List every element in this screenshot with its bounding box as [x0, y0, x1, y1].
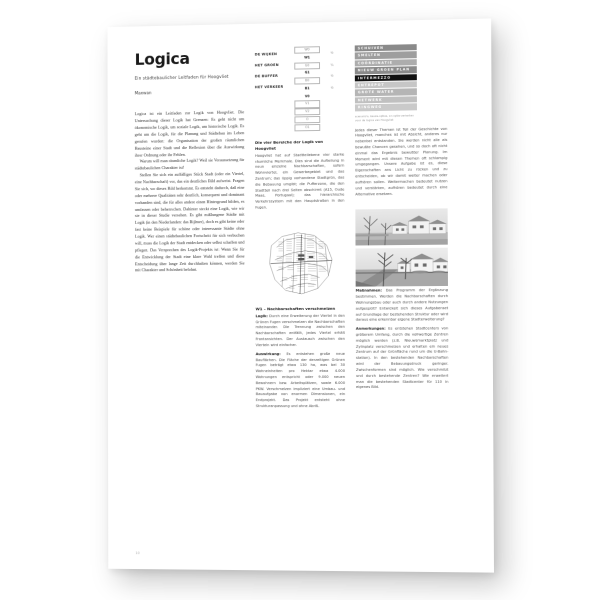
scheme-code-2: G0 — [294, 62, 320, 70]
page-content — [107, 18, 494, 572]
scenario-bar-1: SMELTEN — [355, 52, 417, 60]
body-paragraph-3: Stellen Sie sich ein auffälliges Stück Stadt (oder ein Viertel, eine Nachbarschaft) vor, das ein deutliches Bild aufweist. Fragen Sie sich, wo dieses Bild herkommt. Es entsteht dadurch, daß eine oder mehrere Qualitäten sehr deutlich, konsequent und dominant vorhanden sind, die für alles andere einen Hintergrund bilden, es umfassen oder beherrschen. Dahinter steckt eine Logik, wie wir sie in dieser Studie versehen. Es gibt mißlungene Städte mit Logik (in den Niederlanden: das Bijlmer), doch es gibt keine oder fast keine Beispiele für schöne oder interessante Städte ohne Logik. Wer einen städtebaulichen Fortschritt für sich verbuchen will, muss die Logik der Stadt entdecken oder selbst schaffen und pflegen. Das Versprechen des Logik-Projekts ist: Wenn Sie für die Entwicklung der Stadt eine klare Wahl treffen und diese Entscheidung über lange Zeit durchhalten können, werden Sie mit Charakter und Schönheit belohnt. — [134, 171, 245, 273]
page-subtitle: Ein städtebaulicher Leitfaden für Hoogvliet — [134, 73, 229, 81]
scenario-bar-6: GROTE WATER — [355, 89, 417, 97]
map-caption-heading: W1 – Nachbarschaften verschmelzen — [255, 305, 336, 312]
scenario-bar-8: RINGWEG — [355, 103, 417, 110]
right-column — [355, 43, 450, 553]
scheme-code-3: G1 — [294, 69, 320, 77]
scheme-label-1: HET GROEN — [254, 62, 279, 68]
scenario-bar-7: NETWERK — [355, 96, 417, 104]
spacer — [355, 197, 447, 210]
scheme-fraction-1: ¼ — [330, 62, 334, 67]
scheme-fraction-column — [326, 46, 338, 94]
photo-bottom-svg — [356, 248, 448, 287]
photo-top-svg — [355, 209, 447, 246]
scenario-bar-4: INTERMEZZO — [355, 74, 417, 82]
scheme-code-1: W1 — [294, 54, 320, 62]
caption-mid-body: Hoogvliet hat auf Stadtteilebene vier starke räumliche Merkmale. Dies sind die Aufteilung in neun einzelne Nachbarschaften, sofern Wohnviertel, ein Gewerbegebiet und das Zentrum; das üppig vorhandene Stadtgrün, das die Bebauung umgibt; die Pufferzone, die den Stadtteil nach drei Seiten abschirmt (A15, Oude Maas, Portugaal); das hierarchische Verkehrssystem mit den Hauptstraßen in den Fugen. — [255, 152, 345, 210]
photo-caption-measure — [356, 288, 448, 324]
scheme-code-6: V0 — [294, 93, 320, 101]
page-title: Logica — [134, 48, 190, 69]
body-paragraph-1: Logica ist ein Leitfaden zur Logik von Hoogvliet. Die Untersuchung dieser Logik hat Grenzen: Es geht nicht um ökonomische Logik, um soziale Logik, um historische Logik. Es geht um die Logik, für die Planung und Städtebau ins Leben gerufen wurden: die Organisation der großen räumlichen Bausteine einer Stadt und die Reflexion über die Auswirkung ihrer Ordnung oder ihr Fehlen. — [134, 109, 245, 158]
scenario-bar-0: SCHUIVEN — [355, 44, 417, 52]
caption-mid-heading: Die vier Bereiche der Logik von Hoogvliet — [255, 138, 324, 151]
photo-caption-notes — [356, 327, 449, 392]
map-caption-effect-label: Auswirkung: — [255, 351, 281, 356]
scenario-bars-legend — [355, 44, 417, 122]
scheme-code-0: W0 — [294, 46, 320, 54]
body-paragraph-2: Warum will man räumliche Logik? Weil sie Voraussetzung für städtebaulichen Charakter ist! — [134, 157, 245, 171]
scheme-row-labels — [255, 47, 289, 93]
neighbourhood-map-drawing — [255, 222, 344, 301]
map-caption-logic-text: Durch eine Erweiterung der Viertel in den Grünen Fugen verschmelzen die Nachbarschaften miteinander. Die Trennung zwischen den Nachbarschaften entfällt, jedes Viertel erhält Frontansichten. Der Austausch zwischen den Vierteln wird einfacher. — [255, 313, 345, 348]
page-number: 10 — [135, 551, 140, 556]
scheme-code-column — [294, 46, 320, 132]
photo-caption-notes-text: Es entstehen Stadtcenters von größerem Umfang, durch die vollwertige Zentren möglich werden (z.B. Nieuwsmarktplatz und Zylinplatz verschmelzen und erhalten ein neues Zentrum auf der Grünfläche rund um die U-Bahn-station). In den bestehenden Nachbarschaften wird der Bebauungsdruck geringer. Zwischenformen sind möglich. Wie verschmilzt und durch bestehende Zentren? Wie erweitert man die bestehenden Stadtcenter für 110 in eigenes Bild. — [355, 326, 449, 390]
map-caption-logic-label: Logik: — [255, 314, 268, 319]
scheme-code-7: V1 — [294, 100, 320, 108]
map-caption-effect — [256, 352, 346, 410]
scheme-fraction-0: ½ — [330, 50, 334, 55]
scenario-bar-5: ENTREPOT — [355, 81, 417, 89]
map-caption-effect-text: Es entstehen große neue Bauflächen. Die Fläche der derzeitigen Grünen Fugen beträgt etwa 130 ha, was bei 30 Wohneinheiten pro Hektar etwa 4.000 Wohnungen entspricht oder 9.000 neuen Bewohnern bzw. Arbeitsplätzen, sowie 6.000 PKW. Verschmelzen impliziert eine Umbau- und Bauaufgabe von enormen Dimensionen, ein Endprojekt. Das Projekt entsteht ohne Strukturanpassung und ohne Abriß. — [255, 351, 346, 409]
scheme-code-4: B0 — [294, 77, 320, 85]
map-caption-logic — [256, 314, 345, 349]
photo-caption-measure-text: Das Programm der Ergänzung bestimmen. Werden die Nachbarschaften durch Wohnungsbau oder auch durch andere Nutzungen aufgespült? Entwickelt sich dieses Aufgabenset auf Grundlage der bestehenden Struktur oder wird daraus eine erkennbar eigene Stadterweiterung? — [355, 288, 449, 323]
scheme-code-9: O — [294, 116, 320, 124]
photo-caption-body — [356, 288, 449, 391]
scheme-code-10: O1 — [294, 124, 320, 132]
scenario-bar-3: NIEUW GROEN PLAN — [355, 66, 417, 74]
scheme-note: scenario's, keuze-opties, en optie-varianten voor de logica van Hoogvliet — [354, 112, 414, 122]
three-column-grid — [135, 43, 472, 554]
spacer — [255, 210, 344, 223]
scheme-fraction-3: ½ — [330, 85, 334, 90]
author-name: Maxwan — [134, 90, 152, 96]
scheme-fraction-2: ½ — [330, 74, 334, 79]
main-body-text — [135, 110, 245, 275]
caption-right-body: Jedes dieser Themen ist Teil der Geschichte von Hoogvliet, manches ist mit Absicht, anderes nur nebenbei entstanden. Sie werden nicht alle als bewußte Chancen gesehen, und so doch oft nicht einmal das Ergebnis bewußter Planung. Im Moment wird mit diesen Themen oft schlampig umgegangen. Unsere Aufgabe ist es, diese Eigenschaften ans Licht zu rücken und zu entscheiden, ob wir damit weiter machen oder aufhören sollen. Weitermachen bedeutet nutzen und verstärken, aufhören bedeutet durch eine Alternative ersetzen. — [355, 126, 448, 196]
map-caption-body — [256, 314, 346, 410]
scheme-code-5: B1 — [294, 85, 320, 93]
photo-street-houses-bottom — [356, 248, 448, 287]
map-svg — [255, 222, 344, 301]
scenario-bar-2: COÖRDINATIE — [355, 59, 417, 67]
photo-caption-notes-label: Anmerkungen: — [355, 326, 386, 331]
document-page — [107, 18, 494, 572]
photo-street-houses-top — [355, 209, 447, 246]
scheme-label-3: HET VERKEER — [254, 84, 284, 90]
scheme-label-2: DE BUFFER — [254, 73, 278, 79]
scheme-label-0: DE WIJKEN — [254, 52, 278, 57]
scheme-code-8: V2 — [294, 108, 320, 116]
left-column — [135, 48, 246, 552]
middle-column — [255, 46, 346, 553]
logic-scheme-diagram — [255, 46, 344, 133]
photo-caption-measure-label: Maßnahmen: — [355, 288, 382, 293]
